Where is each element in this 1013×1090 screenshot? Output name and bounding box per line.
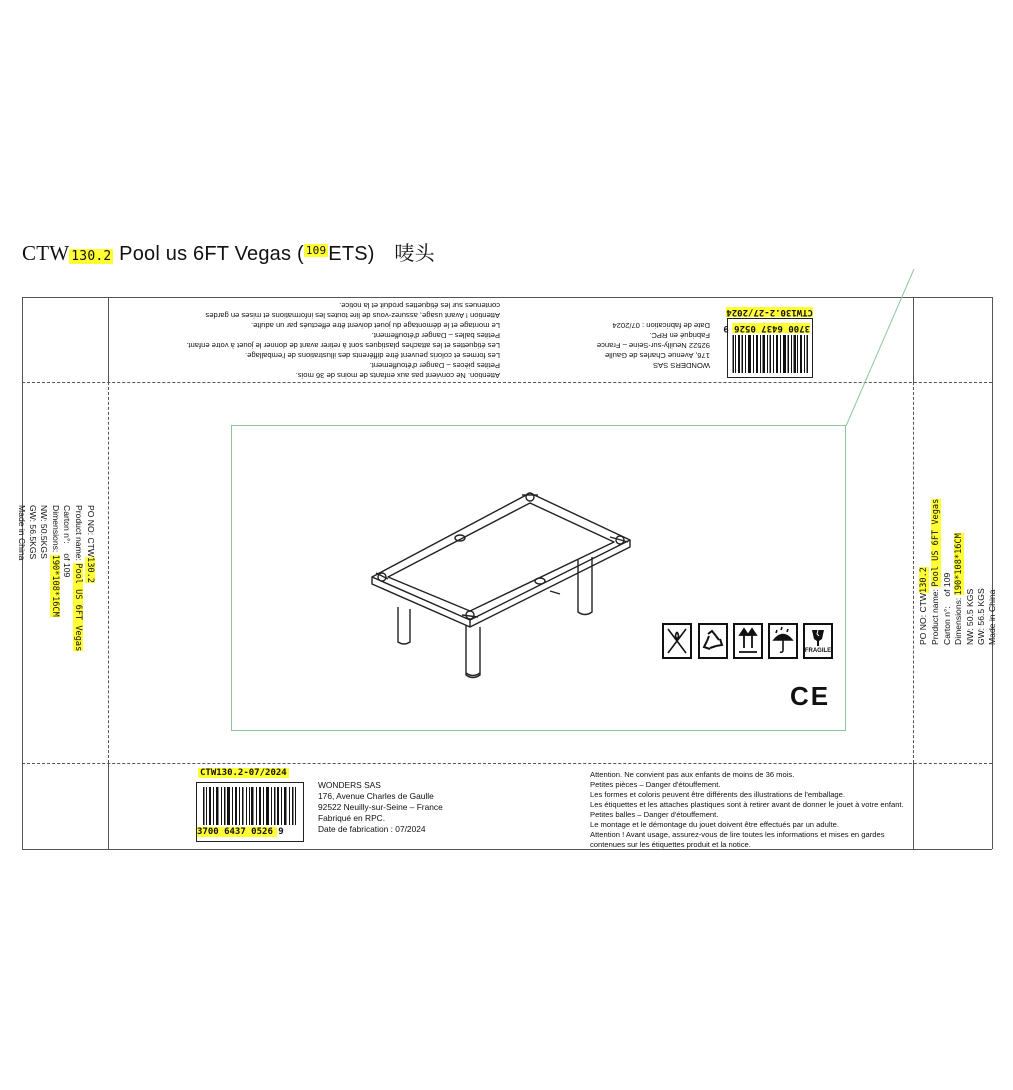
page-title (22, 237, 435, 266)
warning-line: Les formes et coloris peuvent être différents des illustrations de l'emballage. (590, 790, 845, 799)
dimensions-label: Dimensions: (51, 505, 61, 553)
warning-line: Petites balles – Danger d'étouffement. (590, 810, 719, 819)
address-line: WONDERS SAS (318, 780, 381, 790)
title-suffix: ETS) (328, 243, 375, 265)
gross-weight: GW: 56.5 KGS (976, 588, 986, 645)
warning-line: Petites pièces – Danger d'étouffement. (590, 780, 721, 789)
address-line: Fabriqué en RPC. (649, 331, 710, 340)
warning-line: Attention ! Avant usage, assurez-vous de lire toutes les informations et mises en gardes (205, 311, 500, 320)
bottom-address-block (318, 780, 443, 835)
po-code: 130.2 (919, 567, 929, 593)
warning-line: Attention. Ne convient pas aux enfants de moins de 36 mois. (590, 770, 795, 779)
keep-dry-no-hooks-icon (662, 623, 692, 659)
product-label: Product name: (74, 505, 84, 561)
guide-line (840, 265, 920, 430)
this-way-up-icon (733, 623, 763, 659)
warning-line: Le montage et le démontage du jouet doivent être effectués par un adulte. (251, 321, 500, 330)
warning-line: Les étiquettes et les attaches plastiques sont à retirer avant de donner le jouet à votre enfant. (590, 800, 904, 809)
warning-line: Les formes et coloris peuvent être différents des illustrations de l'emballage. (245, 351, 500, 360)
right-shipping-mark (918, 499, 998, 645)
po-label: PO NO: CTW (918, 592, 928, 645)
product-name: Pool US 6FT Vegas (931, 498, 941, 587)
address-line: 92522 Neuilly-sur-Seine – France (596, 341, 710, 350)
carton-value: of 109 (942, 572, 952, 597)
origin: Made in China (17, 505, 27, 561)
warning-line: Attention. Ne convient pas aux enfants de moins de 36 mois. (295, 371, 500, 380)
top-address-block (585, 310, 710, 370)
address-line: Fabriqué en RPC. (318, 813, 386, 823)
bottom-barcode-label (196, 782, 304, 842)
product-label: Product name: (930, 589, 940, 645)
address-line: WONDERS SAS (653, 361, 710, 370)
title-code: 130.2 (71, 249, 112, 264)
fragile-label: FRAGILE (804, 647, 832, 654)
po-label: PO NO: CTW (86, 505, 96, 558)
top-barcode-label (725, 304, 813, 378)
product-name: Pool US 6FT Vegas (73, 563, 83, 652)
batch-code: CTW130.2-27/2024 (726, 307, 813, 317)
pool-table-illustration (370, 487, 636, 683)
title-prefix: CTW (22, 241, 70, 265)
warning-line: Petites pièces – Danger d'étouffement. (369, 361, 500, 370)
warning-line: Les étiquettes et les attaches plastiques sont à retirer avant de donner le jouet à votre enfant. (186, 341, 500, 350)
origin: Made in China (987, 589, 997, 645)
ce-mark: CE (790, 681, 831, 711)
carton-label: Carton n°: (62, 505, 72, 544)
keep-dry-umbrella-icon (768, 623, 798, 659)
barcode (732, 335, 808, 373)
carton-label: Carton n°: (942, 606, 952, 645)
left-shipping-mark (16, 505, 96, 651)
recycle-icon (698, 623, 728, 659)
address-line: Date de fabrication : 07/2024 (318, 824, 426, 834)
warning-line: Petites balles – Danger d'étouffement. (371, 331, 500, 340)
shipping-marks-label: 唛头 (394, 241, 435, 265)
warning-line: Le montage et le démontage du jouet doivent être effectués par un adulte. (590, 820, 839, 829)
warning-line: Attention ! Avant usage, assurez-vous de lire toutes les informations et mises en gardes (590, 830, 885, 839)
address-line: 176, Avenue Charles de Gaulle (605, 351, 710, 360)
batch-code: CTW130.2-07/2024 (200, 768, 287, 778)
warning-line: contenues sur les étiquettes produit et la notice. (590, 840, 751, 849)
address-line: 176, Avenue Charles de Gaulle (318, 791, 434, 801)
gross-weight: GW: 56.5KGS (28, 505, 38, 560)
dimensions-label: Dimensions: (953, 597, 963, 645)
barcode-number: 3700 6437 0526 9 (197, 827, 284, 837)
title-name: Pool us 6FT Vegas ( (119, 243, 304, 265)
carton-value: of 109 (62, 553, 72, 578)
dimensions-value: 190*108*16CM (50, 554, 60, 617)
net-weight: NW: 50.5KGS (39, 505, 49, 559)
address-line: Date de fabrication : 07/2024 (612, 321, 710, 330)
warning-line: contenues sur les étiquettes produit et la notice. (339, 301, 500, 310)
fragile-icon (803, 623, 833, 659)
barcode (203, 787, 297, 825)
title-pieces: 109 (305, 244, 327, 257)
dimensions-value: 190*108*16CM (954, 533, 964, 596)
net-weight: NW: 50.5 KGS (965, 588, 975, 645)
barcode-number: 3700 6437 0526 9 (723, 323, 810, 333)
po-code: 130.2 (85, 557, 95, 583)
address-line: 92522 Neuilly-sur-Seine – France (318, 802, 443, 812)
bottom-warning-block (590, 770, 904, 850)
top-warning-block (186, 300, 500, 380)
